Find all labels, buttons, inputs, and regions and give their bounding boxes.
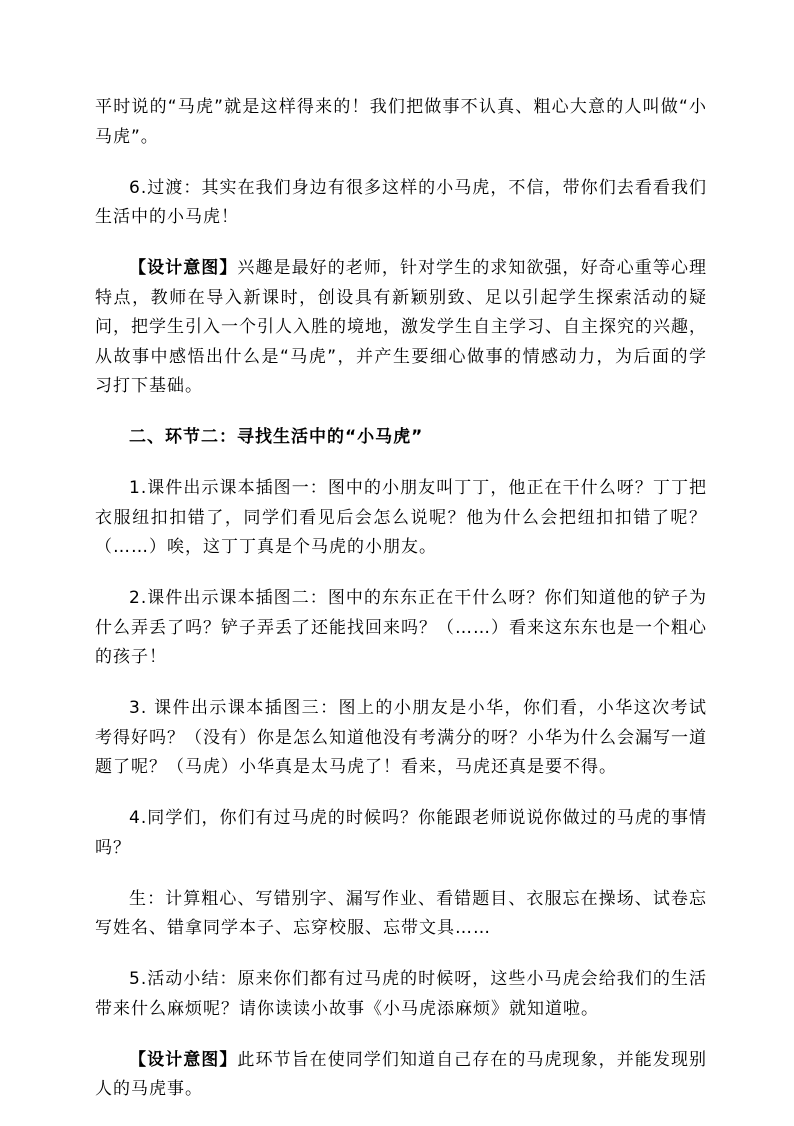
document-page: [95, 93, 707, 1126]
paragraph-design-intent-1: [95, 254, 707, 402]
paragraph-student-answer: 生：计算粗心、写错别字、漏写作业、看错题目、衣服忘在操场、试卷忘写姓名、错拿同学本子、忘穿校服、忘带文具……: [95, 888, 707, 938]
paragraph-item-2: 2.课件出示课本插图二：图中的东东正在干什么呀？你们知道他的铲子为什么弄丢了吗？铲子弄丢了还能找回来吗？（……）看来这东东也是一个粗心的孩子！: [95, 588, 707, 667]
design-intent-label: 【设计意图】: [129, 1049, 238, 1070]
paragraph-item-1: 1.课件出示课本插图一：图中的小朋友叫丁丁，他正在干什么呀？丁丁把衣服纽扣扣错了，同学们看见后会怎么说呢？他为什么会把纽扣扣错了呢？（……）唉，这丁丁真是个马虎的小朋友。: [95, 478, 707, 557]
paragraph-transition: 6.过渡：其实在我们身边有很多这样的小马虎，不信，带你们去看看我们生活中的小马虎！: [95, 177, 707, 227]
design-intent-text: 兴趣是最好的老师，针对学生的求知欲强，好奇心重等心理特点，教师在导入新课时，创设具有新颖别致、足以引起学生探索活动的疑问，把学生引入一个引人入胜的境地，激发学生自主学习、自主探究的兴趣，从故事中感悟出什么是“马虎”，并产生要细心做事的情感动力，为后面的学习打下基础。: [95, 258, 708, 396]
section-heading: 二、环节二：寻找生活中的“小马虎”: [129, 427, 424, 447]
paragraph-item-3: 3. 课件出示课本插图三：图上的小朋友是小华，你们看，小华这次考试考得好吗？（没有）你是怎么知道他没有考满分的呀？小华为什么会漏写一道题了呢？（马虎）小华真是太马虎了！看来，马虎还真是要不得。: [95, 698, 707, 777]
design-intent-label: 【设计意图】: [129, 258, 238, 278]
paragraph-item-5: 5.活动小结：原来你们都有过马虎的时候呀，这些小马虎会给我们的生活带来什么麻烦呢？请你读读小故事《小马虎添麻烦》就知道啦。: [95, 969, 707, 1019]
paragraph-continuation: 平时说的“马虎”就是这样得来的！我们把做事不认真、粗心大意的人叫做“小马虎”。: [95, 97, 707, 147]
paragraph-design-intent-2: [95, 1046, 707, 1105]
design-intent-text: 此环节旨在使同学们知道自己存在的马虎现象，并能发现别人的马虎事。: [95, 1049, 708, 1099]
paragraph-item-4: 4.同学们，你们有过马虎的时候吗？你能跟老师说说你做过的马虎的事情吗？: [95, 808, 707, 858]
